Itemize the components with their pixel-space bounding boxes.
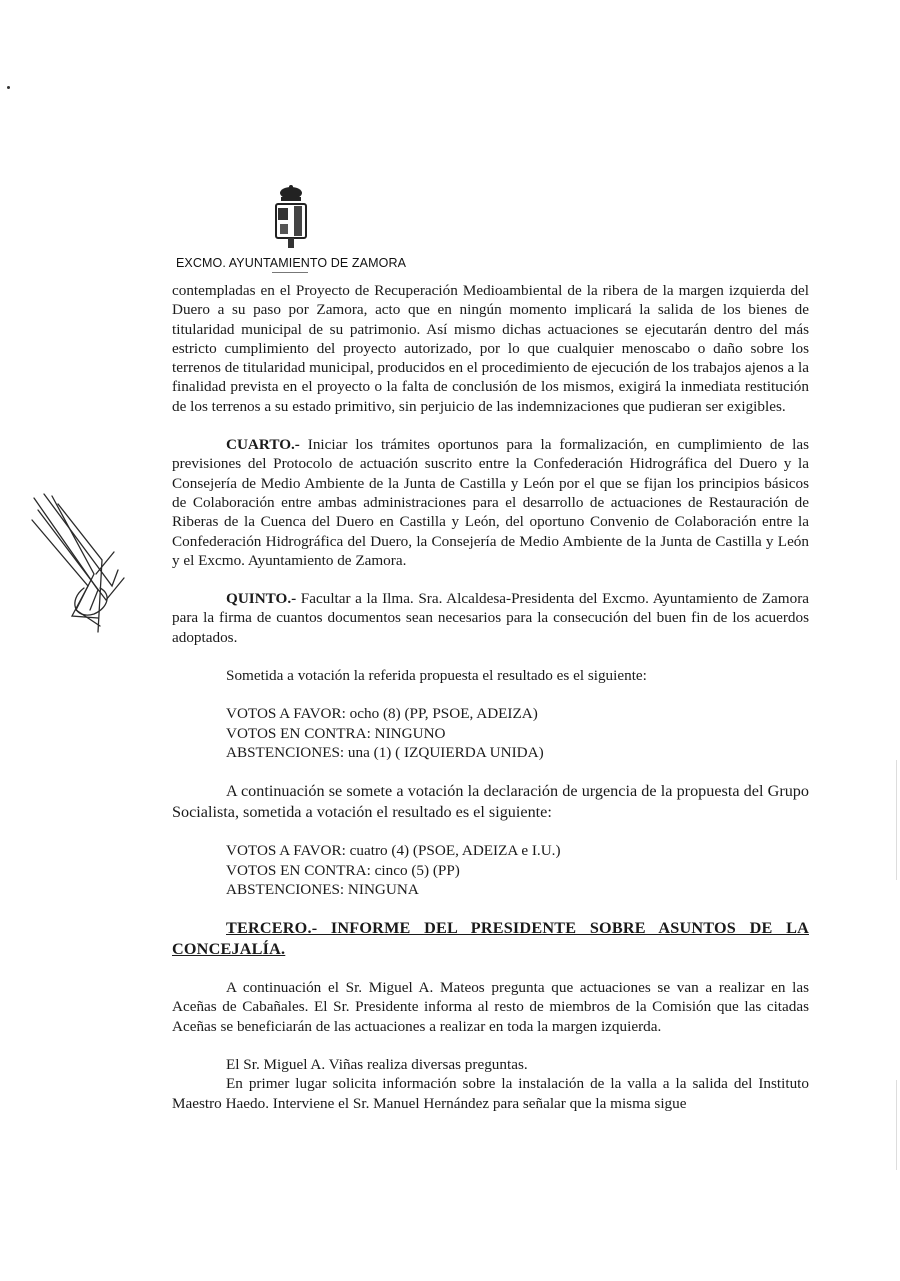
scan-speck bbox=[7, 86, 10, 89]
paragraph-vinas: El Sr. Miguel A. Viñas realiza diversas preguntas. bbox=[226, 1056, 528, 1074]
cuarto-label: CUARTO.- bbox=[226, 436, 300, 454]
organization-name: EXCMO. AYUNTAMIENTO DE ZAMORA bbox=[176, 256, 407, 270]
vote1-abstenciones: ABSTENCIONES: una (1) ( IZQUIERDA UNIDA) bbox=[226, 743, 544, 761]
coat-of-arms-icon bbox=[268, 184, 314, 250]
paragraph-quinto bbox=[172, 589, 809, 647]
quinto-label: QUINTO.- bbox=[226, 590, 297, 608]
document-body bbox=[172, 281, 809, 1113]
scan-edge-mark bbox=[896, 760, 897, 880]
vote1-contra: VOTOS EN CONTRA: NINGUNO bbox=[226, 724, 446, 742]
vote2-results bbox=[172, 841, 809, 899]
handwritten-signature bbox=[28, 490, 138, 640]
paragraph-urgencia: A continuación se somete a votación la declaración de urgencia de la propuesta del Grupo Socialista, sometida a votación el resultado es el siguiente: bbox=[172, 782, 809, 821]
vote2-abstenciones: ABSTENCIONES: NINGUNA bbox=[226, 880, 419, 898]
scan-edge-mark bbox=[896, 1080, 897, 1170]
vote2-contra: VOTOS EN CONTRA: cinco (5) (PP) bbox=[226, 861, 460, 879]
paragraph-proyecto: contempladas en el Proyecto de Recuperación Medioambiental de la ribera de la margen izquierda del Duero a su paso por Zamora, acto que en ningún momento implicará la salida de los bienes de titularidad municipal de su patrimonio. Así mismo dichas actuaciones se ejecutarán dentro del más estricto cumplimiento del proyecto autorizado, por lo que cualquier menoscabo o daño sobre los terrenos de titularidad municipal, producidos en el procedimiento de ejecución de los trabajos ajenos a la finalidad prevista en el proyecto o la falta de conclusión de los mismos, exigirá la inmediata restitución de los terrenos a su estado primitivo, sin perjuicio de las indemnizaciones que pudieran ser exigibles. bbox=[172, 282, 809, 415]
paragraph-valla: En primer lugar solicita información sobre la instalación de la valla a la salida del Instituto Maestro Haedo. Interviene el Sr. Manuel Hernández para señalar que la misma sigue bbox=[172, 1075, 809, 1112]
vote1-intro: Sometida a votación la referida propuesta el resultado es el siguiente: bbox=[226, 667, 647, 685]
tercero-heading-text: TERCERO.- INFORME DEL PRESIDENTE SOBRE ASUNTOS DE LA CONCEJALÍA. bbox=[172, 919, 809, 958]
vote1-favor: VOTOS A FAVOR: ocho (8) (PP, PSOE, ADEIZA) bbox=[226, 705, 538, 723]
vote1-results bbox=[172, 704, 809, 762]
quinto-text: Facultar a la Ilma. Sra. Alcaldesa-Presidenta del Excmo. Ayuntamiento de Zamora para la firma de cuantos documentos sean necesarios para la consecución del buen fin de los acuerdos adoptados. bbox=[172, 590, 809, 646]
paragraph-mateos: A continuación el Sr. Miguel A. Mateos pregunta que actuaciones se van a realizar en las Aceñas de Cabañales. El Sr. Presidente informa al resto de miembros de la Comisión que las citadas Aceñas se beneficiarán de las actuaciones a realizar en toda la margen izquierda. bbox=[172, 979, 809, 1035]
section-heading-tercero bbox=[172, 918, 809, 959]
vote2-favor: VOTOS A FAVOR: cuatro (4) (PSOE, ADEIZA e I.U.) bbox=[226, 842, 561, 860]
header-rule bbox=[272, 272, 308, 273]
paragraph-cuarto bbox=[172, 435, 809, 570]
cuarto-text: Iniciar los trámites oportunos para la formalización, en cumplimiento de las previsiones del Protocolo de actuación suscrito entre la Confederación Hidrográfica del Duero y la Consejería de Medio Ambiente de la Junta de Castilla y León por el que se fijan los principios básicos de Colaboración entre ambas administraciones para el desarrollo de actuaciones de Restauración de Riberas de la Cuenca del Duero en Castilla y León, del oportuno Convenio de Colaboración entre la Confederación Hidrográfica del Duero, la Consejería de Medio Ambiente de la Junta de Castilla y León y el Excmo. Ayuntamiento de Zamora. bbox=[172, 436, 809, 569]
